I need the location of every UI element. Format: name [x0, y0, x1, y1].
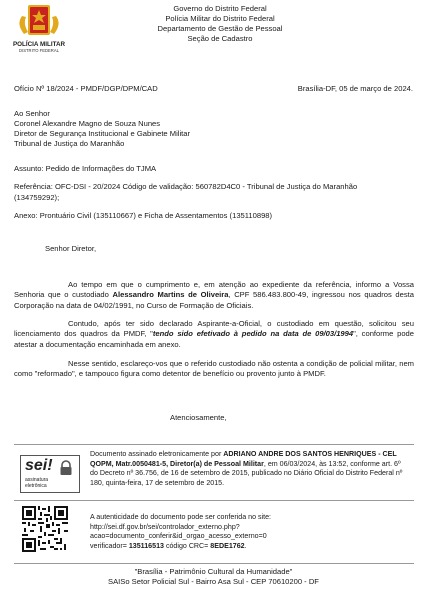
verification-url-line: acao=documento_conferir&id_orgao_acesso_externo=0	[90, 532, 267, 541]
place-date: Brasília-DF, 05 de março de 2024.	[297, 84, 413, 93]
emphasized-text: tendo sido efetivado à pedido na data de 09/03/1994	[152, 329, 354, 339]
verification-text-part: verificador=	[90, 541, 129, 550]
letterhead-line-1: Governo do Distrito Federal	[173, 4, 267, 13]
custodian-name: Alessandro Martins de Oliveira	[112, 290, 229, 300]
closing: Atenciosamente,	[170, 413, 227, 422]
subject-line: Assunto: Pedido de Informações do TJMA	[14, 164, 157, 173]
reference-line: Referência: OFC-DSI - 20/2024 Código de validação: 560782D4C0 - Tribunal de Justiça do Maranhão	[14, 182, 358, 191]
recipient-line: Diretor de Segurança Institucional e Gabinete Militar	[14, 129, 191, 138]
paragraph-text: , CPF 586.483.800-49, ingressou nos quadros desta Corporação na data de 04/02/1991, no Curso de Formação de Oficiais.	[14, 290, 414, 310]
signer-name: ADRIANO ANDRE DOS SANTOS HENRIQUES - CEL QOPM, Matr.0050481-5, Diretor(a) de Pessoal Militar	[90, 450, 397, 468]
verification-text-part: código CRC=	[163, 541, 211, 550]
paragraph-text: Ao tempo em que o cumprimento e, em atenção ao expediente da referência, informo a Vossa Senhoria que o custodiado	[14, 280, 414, 300]
footer-address: SAISo Setor Policial Sul - Bairro Asa Sul - CEP 70610200 - DF	[108, 577, 319, 586]
verification-text-part: .	[244, 541, 247, 550]
signature-separator	[14, 444, 414, 445]
body-paragraph-2	[14, 319, 414, 350]
logo-text-primary: POLÍCIA MILITAR	[12, 41, 66, 48]
signature-text-part: Documento assinado eletronicamente por	[90, 450, 224, 458]
body-paragraph-1	[14, 280, 414, 311]
signature-text	[90, 450, 410, 488]
recipient-line: Ao Senhor	[14, 109, 50, 118]
salutation: Senhor Diretor,	[45, 244, 97, 253]
letterhead-line-2: Polícia Militar do Distrito Federal	[165, 14, 275, 23]
verification-line: A autenticidade do documento pode ser conferida no site:	[90, 513, 272, 521]
recipient-line: Tribunal de Justiça do Maranhão	[14, 139, 125, 148]
signature-text-part: , em 06/03/2024, às 13:52, conforme art. 6º do Decreto nº 36.756, de 16 de setembro de 2015, publicado no Diário Oficial do Distrito Federal nº 180, quinta-feira, 17 de setembro de 2015.	[90, 459, 403, 487]
sei-signature-badge	[20, 455, 80, 493]
annex-line: Anexo: Prontuário Civil (135110667) e Ficha de Assentamentos (135110898)	[14, 211, 273, 220]
pmdf-emblem-icon	[8, 4, 70, 40]
letterhead-line-4: Seção de Cadastro	[187, 34, 253, 43]
reference-line-cont: (134759292);	[14, 193, 60, 202]
verification-text	[90, 513, 271, 551]
paragraph-text: Contudo, após ter sido declarado Aspirante-a-Oficial, o custodiado em questão, solicitou seu licenciamento dos quadros da PMDF, "	[14, 319, 414, 339]
qr-code-icon	[22, 506, 68, 552]
signature-separator-2	[14, 500, 414, 501]
recipient-block	[14, 109, 190, 149]
paragraph-text: ", conforme pode atestar a documentação encaminhada em anexo.	[14, 329, 414, 349]
qr-code	[22, 506, 68, 552]
office-number: Ofício Nº 18/2024 - PMDF/DGP/DPM/CAD	[14, 84, 158, 93]
pmdf-logo	[8, 4, 70, 52]
verification-url-line: http://sei.df.gov.br/sei/controlador_externo.php?	[90, 522, 240, 531]
recipient-line: Coronel Alexandre Magno de Souza Nunes	[14, 119, 161, 128]
sei-sub-label-2: eletrônica	[25, 483, 47, 489]
footer-separator	[14, 563, 414, 564]
paragraph-text: Nesse sentido, esclareço-vos que o referido custodiado não ostenta a condição de policial militar, nem como "reformado", e tampouco figura como detentor de benefício ou provento junto à PMDF.	[14, 359, 414, 379]
crc-code: 8EDE1762	[210, 541, 245, 550]
sei-logo-text: sei!	[25, 457, 53, 474]
padlock-icon	[59, 460, 73, 476]
letterhead-line-3: Departamento de Gestão de Pessoal	[157, 24, 283, 33]
logo-text-secondary: DISTRITO FEDERAL	[19, 48, 59, 53]
verifier-code: 135116513	[128, 541, 164, 550]
sei-sub-label-1: assinatura	[25, 477, 49, 483]
verification-code-line	[90, 542, 271, 552]
body-paragraph-3	[14, 359, 414, 380]
footer-motto: "Brasília - Patrimônio Cultural da Humanidade"	[134, 567, 293, 576]
letterhead	[100, 4, 340, 44]
